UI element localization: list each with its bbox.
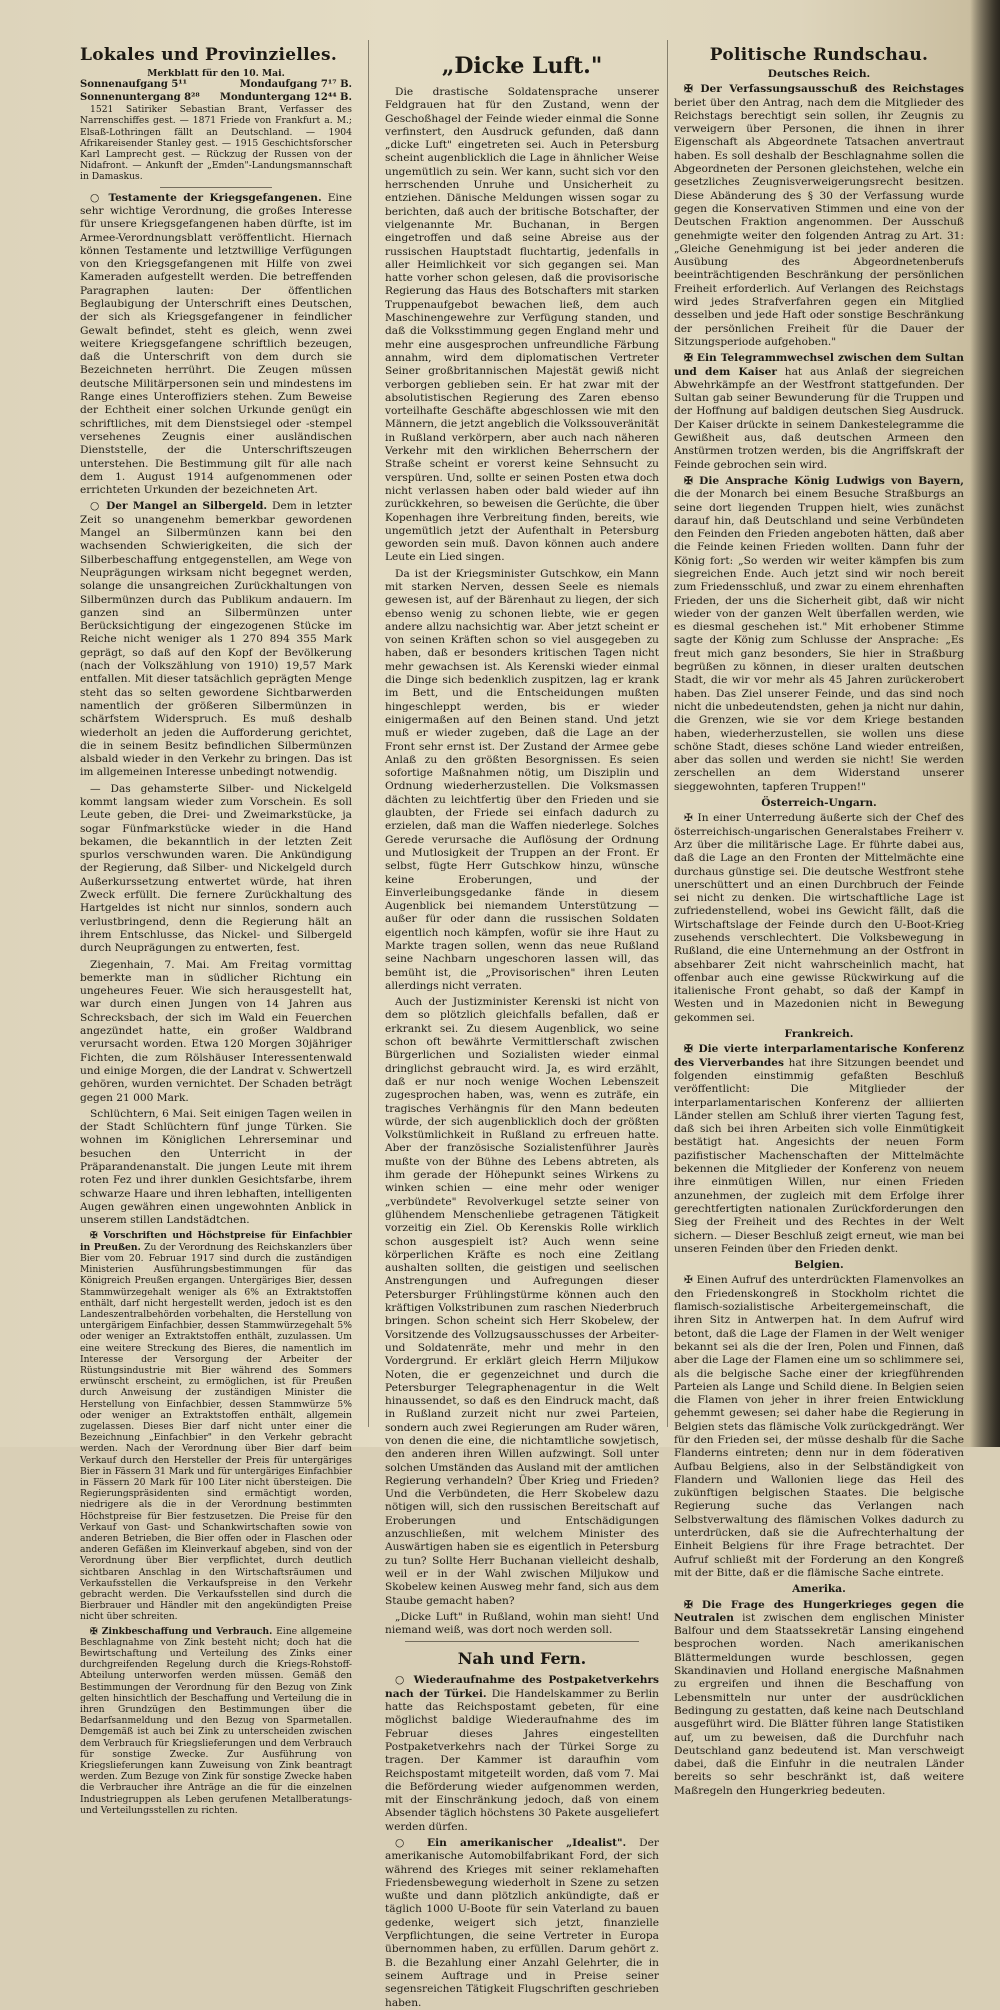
article-body: die der Monarch bei einem Besuche Straßburgs an seine dort liegenden Truppen hielt, wies zunächst darauf hin, daß Deutschland und seine Verbündeten den Feinden den Frieden angeboten hätten, daß aber die Feinde keinen Frieden wollten. Dann fuhr der König fort: „So werden wir weiter kämpfen bis zum siegreichen Ende. Auch jetzt sind wir noch bereit zum Friedensschluß, und zwar zu einem ehrenhaften Frieden, der uns die Sicherheit gibt, daß wir nicht wieder von der ganzen Welt überfallen werden, wie es diesmal geschehen ist." Mit erhobener Stimme sagte der König zum Schlusse der Ansprache: „Es freut mich ganz besonders, Sie hier in Straßburg begrüßen zu können, in dieser uralten deutschen Stadt, die wir vor mehr als 45 Jahren zurückerobert haben. Das Ziel unserer Feinde, und das sind noch nicht die unbedeutendsten, gehen ja nicht nur dahin, die Grenzen, wie sie vor dem Kriege bestanden haben, wiederherzustellen, sie wollen uns diese schöne Stadt, dieses schöne Land wieder entreißen, aber das sollen und werden sie nicht! Sie werden zerschellen an dem Widerstand unserer sieggewohnten, tapferen Truppen!": [674, 488, 964, 793]
article-body: Auch der Justizminister Kerenski ist nicht von dem so plötzlich gleichfalls befallen, daß er erkrankt sei. Zu diesem Augenblick, wo seine schon oft bewährte Vermittlerschaft zwischen Bürgerlichen und Sozialisten wieder einmal dringlichst gebraucht wird. Ja, es wird erzählt, daß er nur noch wenige Wochen Lebenszeit zugesprochen haben, was, wenn es zuträfe, ein tragisches Verhängnis für den Mann bedeuten würde, der sich augenblicklich doch der größten Volkstümlichkeit in Rußland zu erfreuen hatte. Aber der französische Sozialistenführer Jaurès mußte von der Bühne des Lebens abtreten, als ihm gerade der Höhepunkt seines Wirkens zu winken schien — eine mehr oder weniger „verbündete" Revolverkugel setzte seiner von glühendem Menschenliebe getragenen Tätigkeit vorzeitig ein Ziel. Ob Kerenskis Rolle wirklich schon ausgespielt ist? Auch wenn seine körperlichen Kräfte es noch eine Zeitlang aushalten sollten, die geistigen und seelischen Anstrengungen und Aufregungen dieser Petersburger Frühlingstürme können auch den kräftigen Volkstribunen zum raschen Niederbruch bringen. Schon scheint sich Herr Skobelew, der Vorsitzende des Vollzugsausschusses der Arbeiter- und Soldatenräte, mehr und mehr in den Vordergrund. Er erklärt gleich Herrn Miljukow Noten, die er gegenzeichnet und durch die Petersburger Telegraphenagentur in die Welt hinaussendet, so daß es den Eindruck macht, daß in Rußland zurzeit nicht nur zwei Parteien, sondern auch zwei Regierungen am Ruder wären, von denen die eine, die nichtamtliche sowjetisch, den anderen ihren Willen aufzwingt. Soll unter solchen Umständen das Ausland mit der amtlichen Regierung verhandeln? Über Krieg und Frieden? Und die Verbündeten, die Herr Skobelew dazu nötigen will, sich den russischen Bereitschaft auf Eroberungen und Entschädigungen anzuschließen, mit welchem Minister des Auswärtigen haben sie es eigentlich in Petersburg zu tun? Sollte Herr Buchanan vielleicht deshalb, weil er in der Wahl zwischen Miljukow und Skobelew keinen Ausweg mehr fand, sich aus dem Staube gemacht haben?: [385, 996, 659, 1607]
almanac-row: [80, 79, 352, 92]
column-feature: [385, 42, 659, 2009]
article: [80, 1626, 352, 1816]
almanac-moon: Mondaufgang 7¹⁷ B.: [239, 79, 352, 91]
article-lead: ○ Ein amerikanischer „Idealist".: [395, 1837, 627, 1849]
article-body: Eine sehr wichtige Verordnung, die großes Interesse für unsere Kriegsgefangenen haben dürfte, ist im Armee-Verordnungsblatt veröffentlicht. Hiernach können Testamente und letztwillige Verfügungen von den Kriegsgefangenen mit Hilfe von zwei Kameraden aufgestellt werden. Die betreffenden Paragraphen lauten: Der öffentlichen Beglaubigung der Unterschrift eines Deutschen, der sich als Kriegsgefangener in feindlicher Gewalt befindet, steht es gleich, wenn zwei weitere Kriegsgefangene schriftlich bezeugen, daß die Unterschrift von dem durch sie Bezeichneten herrührt. Die Zeugen müssen deutsche Militärpersonen sein und mindestens im Range eines Unteroffiziers stehen. Zum Beweise der Echtheit einer solchen Urkunde genügt ein schriftliches, mit dem Dienstsiegel oder -stempel versehenes Zeugnis einer ausländischen Dienststelle, der die Unterschriftszeugen unterstehen. Die Bestimmung gilt für alle nach dem 1. August 1914 aufgenommenen oder errichteten Urkunden der bezeichneten Art.: [80, 191, 352, 497]
column-rule: [368, 40, 369, 1427]
article: [385, 1837, 659, 2010]
subsection-america: Amerika.: [792, 1583, 846, 1596]
almanac-moon: Monduntergang 12⁴⁴ B.: [219, 91, 352, 103]
article: [674, 475, 964, 794]
column-politics: [674, 42, 964, 1797]
article-body: beriet über den Antrag, nach dem die Mitglieder des Reichstags berechtigt sein sollen, ihr Zeugnis zu verweigern über Personen, die ihnen in ihrer Eigenschaft als Abgeordnete Tatsachen anvertraut haben. Es soll deshalb der Beschlagnahme sollen die Abgeordneten der Personen gleichstehen, welche ein gesetzliches Zeugnisverweigerungsrecht besitzen. Diese Abänderung des § 30 der Verfassung wurde gegen die Konservativen Stimmen und eine von der Deutschen Fraktion angenommen. Der Ausschuß genehmigte weiter den folgenden Antrag zu Art. 31: „Gleiche Genehmigung ist bei jeder anderen die Ausübung des Abgeordnetenberufs beeinträchtigenden Beschränkung der persönlichen Freiheit erforderlich. Auf Verlangen des Reichstags wird jedes Strafverfahren gegen ein Mitglied desselben und jede Haft oder sonstige Beschränkung der persönlichen Freiheit für die Dauer der Sitzungsperiode aufgehoben.": [674, 96, 964, 348]
article: [385, 1674, 659, 1834]
column-local-news: [80, 42, 352, 1816]
section-title-local: Lokales und Provinzielles.: [80, 45, 338, 65]
subsection-belgium: Belgien.: [794, 1259, 844, 1272]
article-lead: ✠ Zinkbeschaffung und Verbrauch.: [90, 1625, 273, 1637]
article-lead: ✠ Der Verfassungsausschuß des Reichstages: [684, 83, 964, 96]
article-body: hat aus Anlaß der siegreichen Abwehrkämpfe an der Westfront stattgefunden. Der Sultan gab seiner Bewunderung für die Truppen und der Hoffnung auf baldigen deutschen Sieg Ausdruck. Der Kaiser drückte in seinem Dankestelegramme die Gewißheit aus, daß deutschen Armeen den Anstürmen trotzen werden, bis die Angriffskraft der Feinde gebrochen sein wird.: [674, 365, 964, 471]
article: [80, 500, 352, 779]
article-lead: ○ Wiederaufnahme des Postpaketverkehrs nach der Türkei.: [385, 1674, 659, 1700]
feature-title: „Dicke Luft.": [441, 53, 603, 79]
article-body: Eine allgemeine Beschlagnahme von Zink besteht nicht; doch hat die Bewirtschaftung und Verteilung des Zinks einer durchgreifenden Regelung durch die Kriegs-Rohstoff-Abteilung unterworfen werden müssen. Gemäß den Bestimmungen der Verordnung für den Bezug von Zink gelten hinsichtlich der Beschaffung und Verteilung die in ihren Grundzügen den Bestimmungen über die Bedarfsanmeldung und den Bezug von Sparmetallen. Demgemäß ist auch bei Zink zu unterscheiden zwischen dem Verbrauch für Kriegslieferungen und dem Verbrauch für sonstige Zwecke. Zur Ausführung von Kriegslieferungen kann Zuweisung von Zink beantragt werden. Zum Bezuge von Zink für sonstige Zwecke haben die Verbraucher ihre Anträge an die für die einzelnen Industriegruppen als Leben gerufenen Metallberatungs- und Verteilungsstellen zu richten.: [80, 1625, 352, 1816]
article-body: Zu der Verordnung des Reichskanzlers über Bier vom 20. Februar 1917 sind durch die zuständigen Ministerien Ausführungsbestimmungen für das Königreich Preußen ergangen. Untergäriges Bier, dessen Stammwürzegehalt weniger als 6% an Extraktstoffen enthält, darf nicht hergestellt werden, jedoch ist es den Landeszentralbehörden vorbehalten, die Herstellung von untergärigem Einfachbier, dessen Stammwürzegehalt 5% oder weniger an Extraktstoffen enthält, zuzulassen. Um eine weitere Streckung des Bieres, die namentlich im Interesse der Versorgung der Arbeiter der Rüstungsindustrie mit Bier während des Sommers erwünscht erscheint, zu ermöglichen, ist für Preußen durch Anweisung der zuständigen Minister die Herstellung von Einfachbier, dessen Stammwürze 5% oder weniger an Extraktstoffen enthält, allgemein zugelassen. Dieses Bier darf nicht unter einer die Bezeichnung „Einfachbier" in den Verkehr gebracht werden. Nach der Verordnung über Bier darf beim Verkauf durch den Hersteller der Preis für untergäriges Bier in Fässern 31 Mark und für untergäriges Einfachbier in Fässern 20 Mark für 100 Liter nicht übersteigen. Die Regierungspräsidenten sind ermächtigt worden, niedrigere als die in der Verordnung bestimmten Höchstpreise für Bier festzusetzen. Die Preise für den Verkauf von Gast- und Schankwirtschaften sowie von anderen Betrieben, die Bier offen oder in Flaschen oder anderen Gefäßen im Kleinverkauf abgeben, sind von der Verordnung über Bier verpflichtet, durch deutlich sichtbaren Anschlag in den Wirtschaftsräumen und Verkaufsstellen die Verkaufspreise in den Verkehr gebracht werden. Die Verkaufsstellen sind durch die Bierbrauer und Händler mit den angekündigten Preise nicht über schreiten.: [80, 1241, 352, 1623]
section-title-near-far: Nah und Fern.: [457, 1649, 587, 1669]
article: [674, 83, 964, 349]
article-body: Dem in letzter Zeit so unangenehm bemerkbar gewordenen Mangel an Silbermünzen kann bei den wachsenden Schwierigkeiten, die sich der Silberbeschaffung entgegenstellen, am Wege von Neuprägungen wirksam nicht begegnet werden, solange die unsangreichen Zurückhaltungen von Silbermünzen durch das Publikum andauern. Im ganzen sind an Silbermünzen unter Berücksichtigung der eingezogenen Stücke im Reiche nicht weniger als 1 270 894 355 Mark geprägt, so daß auf den Kopf der Bevölkerung (nach der Volkszählung von 1910) 19,57 Mark entfallen. Mit dieser tatsächlich geprägten Menge steht das so selten gewordene Sichtbarwerden namentlich der größeren Silbermünzen in schärfstem Widerspruch. Es muß deshalb wiederholt an jeden die Aufforderung gerichtet, die in seinem Besitz befindlichen Silbermünzen alsbald wieder in den Verkehr zu bringen. Das ist im allgemeinen Interesse unbedingt notwendig.: [80, 500, 352, 779]
article-lead: ✠ Die vierte interparlamentarische Konferenz des Vierverbandes: [674, 1043, 964, 1069]
almanac-heading: Merkblatt für den 10. Mai.: [147, 68, 285, 79]
article-body: — Das gehamsterte Silber- und Nickelgeld kommt langsam wieder zum Vorschein. Es soll Leute geben, die Drei- und Zweimarkstücke, ja sogar Fünfmarkstücke wieder in die Hand bekamen, die bekanntlich in der letzten Zeit spurlos verschwunden waren. Die Ankündigung der Regierung, daß Silber- und Nickelgeld durch Außerkurssetzung entwertet würde, hat ihren Zweck erfüllt. Die fernere Zurückhaltung des Hartgeldes ist nicht nur sinnlos, sondern auch verlustbringend, denn die Regierung hält an ihrem Entschlusse, das Nickel- und Silbergeld durch Neuprägungen zu entwerten, fest.: [80, 782, 352, 955]
article-lead: ✠ Vorschriften und Höchstpreise für Einfachbier in Preußen.: [80, 1230, 352, 1253]
subsection-france: Frankreich.: [784, 1028, 854, 1041]
page-binding-shadow: [970, 0, 1000, 1447]
article-lead: ○ Testamente der Kriegsgefangenen.: [90, 191, 322, 204]
subsection-germany: Deutsches Reich.: [767, 68, 871, 80]
article-body: Die drastische Soldatensprache unserer Feldgrauen hat für den Zustand, wenn der Geschoßhagel der Feinde wieder einmal die Sonne verfinstert, den Ausdruck gefunden, daß dann „dicke Luft" eingetreten sei. Auch in Petersburg scheint augenblicklich die Lage in ähnlicher Weise ungemütlich zu sein. Wer kann, sucht sich vor den herrschenden Unruhe und Unsicherheit zu entziehen. Dänische Meldungen wissen sogar zu berichten, daß auch der britische Botschafter, der vielgenannte Mr. Buchanan, in Bergen eingetroffen und daß seine Abreise aus der russischen Hauptstadt fluchtartig, jedenfalls in aller Heimlichkeit vor sich gegangen sei. Man hatte vorher schon gelesen, daß die provisorische Regierung das Haus des Botschafters mit starken Truppenaufgebot bewachen ließ, dem auch Maschinengewehre zur Verfügung standen, und daß die Volksstimmung gegen England mehr und mehr eine ausgesprochen unfreundliche Färbung annahm, wird dem diplomatischen Vertreter Seiner großbritannischen Majestät gewiß nicht verborgen geblieben sein. Er hat zwar mit der absolutistischen Regierung des Zaren ebenso vorteilhafte Geschäfte abgeschlossen wie mit den Männern, die jetzt angeblich die Volkssouveränität in Rußland verkörpern, aber auch nach näheren Verkehr mit den wirklichen Beherrschern der Straße scheint er vorerst keine Sehnsucht zu verspüren. Und, sollte er seinen Posten etwa doch nicht verlassen haben oder bald wieder auf ihn zurückkehren, so beweisen die Gerüchte, die über Kopenhagen ihre Verbreitung finden, bereits, wie ungemütlich jetzt der Aufenthalt in Petersburg geworden sein muß. Davon können auch andere Leute ein Lied singen.: [385, 86, 659, 564]
divider: [160, 187, 272, 188]
article: [80, 1230, 352, 1622]
article-body: Die Handelskammer zu Berlin hatte das Reichspostamt gebeten, für eine möglichst baldige Wiederaufnahme des im Februar dieses Jahres eingestellten Postpaketverkehrs nach der Türkei Sorge zu tragen. Der Kammer ist daraufhin vom Reichspostamt mitgeteilt worden, daß vom 7. Mai die Beförderung wieder aufgenommen werden, mit der Einschränkung jedoch, daß von einem Absender täglich höchstens 30 Pakete ausgeliefert werden dürfen.: [385, 1687, 659, 1833]
article-body: hat ihre Sitzungen beendet und folgenden einstimmig gefaßten Beschluß veröffentlicht: Die Mitglieder der interparlamentarischen Konferenz der alliierten Länder stellen am Schluß ihrer vierten Tagung fest, daß sich bei ihren Arbeiten sich volle Einmütigkeit bestätigt hat. Angesichts der neuen Form pazifistischer Machenschaften der Mittelmächte bekennen die Mitglieder der Konferenz von neuem ihre einmütigen Willen, nur einen Frieden anzunehmen, der zugleich mit dem Erfolge ihrer gerechtfertigten nationalen Zurückforderungen den Sieg der Freiheit und des Rechtes in der Welt sichern. — Dieser Beschluß zeigt erneut, wie man bei unseren Feinden über den Frieden denkt.: [674, 1056, 964, 1255]
almanac-sun: Sonnenaufgang 5¹¹: [80, 79, 188, 91]
subsection-austria: Österreich-Ungarn.: [761, 797, 877, 810]
article-body: ✠ Einen Aufruf des unterdrückten Flamenvolkes an den Friedenskongreß in Stockholm richtet die flamisch-sozialistische Arbeitergemeinschaft, die ihren Sitz in Antwerpen hat. In dem Aufruf wird betont, daß die Lage der Flamen in der Welt weniger bekannt sei als die der Iren, Polen und Finnen, daß aber die Lage der Flamen eine um so schlimmere sei, als die belgische Sache einer der kriegführenden Parteien als Lange und Schild diene. In Belgien seien die Flamen von jeher in ihrer freien Entwicklung gehemmt gewesen; sei daher habe die Regierung in Belgien stets das flämische Volk zurückgedrängt. Wer für den Frieden sei, der müsse deshalb für die Sache Flanderns eintreten; denn nur in dem föderativen Aufbau Belgiens, also in der Selbständigkeit von Flandern und Wallonien liege das Heil des zukünftigen belgischen Staates. Die belgische Regierung suche das Verlangen nach Selbstverwaltung des flämischen Volkes dadurch zu unterdrücken, daß sie die Aufrechterhaltung der Einheit Belgiens für ihre Frage betrachtet. Der Aufruf schließt mit der Forderung an den Kongreß mit der Bitte, daß er die flämische Sache eintrete.: [674, 1274, 964, 1579]
article-lead: ✠ Ein Telegrammwechsel zwischen dem Sultan und dem Kaiser: [674, 352, 964, 378]
article-body: Ziegenhain, 7. Mai. Am Freitag vormittag bemerkte man in südlicher Richtung ein ungeheures Feuer. Wie sich herausgestellt hat, war durch einen Jungen von 14 Jahren aus Schrecksbach, der sich im Wald ein Feuerchen angezündet hatte, ein großer Waldbrand verursacht worden. Etwa 120 Morgen 30jähriger Fichten, die zum Rölshäuser Interessentenwald und einige Morgen, die der Landrat v. Schwertzell gehören, wurden vernichtet. Der Schaden beträgt gegen 21 000 Mark.: [80, 958, 352, 1104]
article: [674, 1043, 964, 1256]
article-body: Da ist der Kriegsminister Gutschkow, ein Mann mit starken Nerven, dessen Seele es niemals gewesen ist, auf der Bärenhaut zu liegen, der sich ebenso wenig zu schonen liebte, wie er gegen andere allzu nachsichtig war. Aber jetzt scheint er von seinen Kräften schon so viel ausgegeben zu haben, daß er besonders kritischen Tagen nicht mehr gewachsen ist. Als Kerenski wieder einmal die Dinge sich bedenklich zuspitzen, lag er krank im Bett, und die Entscheidungen mußten hingeschleppt werden, bis er wieder einigermaßen auf den Beinen stand. Und jetzt muß er wieder zugeben, daß die Lage an der Front sehr ernst ist. Der Zustand der Armee gebe Anlaß zu den größten Besorgnissen. Es seien sofortige Maßnahmen nötig, um Disziplin und Ordnung wiederherzustellen. Die Volksmassen dächten zu leichtfertig über den Frieden und sie glaubten, der Friede sei einfach dadurch zu erzielen, daß man die Waffen niederlege. Solches Gerede verursache die Auflösung der Ordnung und Mutlosigkeit der Truppen an der Front. Er selbst, fügte Herr Gutschkow hinzu, wünsche keine Eroberungen, und der Einverleibungsgedanke fände in diesem Augenblick bei niemandem Unterstützung — außer für oder dann die russischen Soldaten eigentlich noch kämpfen, wofür sie ihre Haut zu Markte tragen sollen, wenn das neue Rußland seine Nachbarn ungeschoren lassen will, das bemüht ist, die „Provisorischen" ihren Leuten allerdings nicht verraten.: [385, 567, 659, 992]
article: [80, 192, 352, 498]
history-notes: 1521 Satiriker Sebastian Brant, Verfasser des Narrenschiffes gest. — 1871 Friede von Frankfurt a. M.; Elsaß-Lothringen fällt an Deutschland. — 1904 Afrikareisender Stanley gest. — 1915 Geschichtsforscher Karl Lamprecht gest. — Rückzug der Russen von der Nidafront. — Ankunft der „Emden"-Landungsmannschaft in Damaskus.: [80, 104, 352, 183]
article-body: Der amerikanische Automobilfabrikant Ford, der sich während des Krieges mit seiner reklamehaften Friedensbewegung wiederholt in Szene zu setzen wußte und dann plötzlich ankündigte, daß er täglich 1000 U-Boote für sein Vaterland zu bauen gedenke, weigert sich jetzt, finanzielle Verpflichtungen, die seine Vertreter in Europa übernommen haben, zu erfüllen. Darum gehört z. B. die Bezahlung einer Anzahl Gelehrter, die in seinem Auftrage und in Preise seiner segensreichen Tätigkeit Flugschriften geschrieben haben.: [385, 1837, 659, 2009]
article-body: ist zwischen dem englischen Minister Balfour und dem Staatssekretär Lansing eingehend besprochen worden. Nach amerikanischen Blättermeldungen wurde beschlossen, gegen Skandinavien und Holland energische Maßnahmen zu ergreifen und ihnen die Beschaffung von Lebensmitteln nur unter der ausdrücklichen Bedingung zu gestatten, daß keine nach Deutschland ausgeführt wird. Die Blätter führen lange Statistiken auf, um zu beweisen, daß die Durchfuhr nach Deutschland ganz bedeutend ist. Man verschweigt dabei, daß die Einfuhr in die neutralen Länder bereits so sehr beschränkt ist, daß weitere Maßregeln den Hungerkrieg bedeuten.: [674, 1611, 964, 1797]
article-body: ✠ In einer Unterredung äußerte sich der Chef des österreichisch-ungarischen Generalstabes Freiherr v. Arz über die militärische Lage. Er führte dabei aus, daß die Lage an den Fronten der Mittelmächte eine durchaus günstige sei. Die deutsche Westfront stehe unerschüttert und an einen Durchbruch der Feinde sei nicht zu denken. Die wirtschaftliche Lage ist zufriedenstellend, wobei ins Gewicht fällt, daß die Wirtschaftslage der Feinde durch den U-Boot-Krieg zusehends verschlechtert. Die Volksbewegung in Rußland, die eine Unternehmung an der Ostfront in absehbarer Zeit nicht wahrscheinlich macht, hat offenbar auch eine gewisse Rückwirkung auf die italienische Front gehabt, so daß der Kampf in Westen und in Mazedonien nicht in Bewegung gekommen sei.: [674, 812, 964, 1024]
article-body: „Dicke Luft" in Rußland, wohin man sieht! Und niemand weiß, was dort noch werden soll.: [385, 1610, 659, 1637]
column-rule: [667, 40, 668, 1427]
article-lead: ✠ Die Ansprache König Ludwigs von Bayern,: [684, 474, 964, 487]
article-lead: ○ Der Mangel an Silbergeld.: [90, 500, 268, 513]
article-lead: ✠ Die Frage des Hungerkrieges gegen die Neutralen: [674, 1598, 964, 1624]
almanac-row: [80, 92, 352, 105]
article: [674, 1599, 964, 1798]
divider: [405, 1641, 639, 1642]
section-title-politics: Politische Rundschau.: [709, 45, 929, 65]
article-body: Schlüchtern, 6 Mai. Seit einigen Tagen weilen in der Stadt Schlüchtern fünf junge Türken. Sie wohnen im Königlichen Lehrerseminar und besuchen den Unterricht in der Präparandenanstalt. Die jungen Leute mit ihrem roten Fez und ihrer dunklen Gesichtsfarbe, ihrem schwarze Haare und ihren lebhaften, intelligenten Augen gewähren einen ungewohnten Anblick in unserem stillen Landstädtchen.: [80, 1107, 352, 1227]
article: [674, 352, 964, 472]
almanac-sun: Sonnenuntergang 8²⁸: [80, 91, 200, 103]
